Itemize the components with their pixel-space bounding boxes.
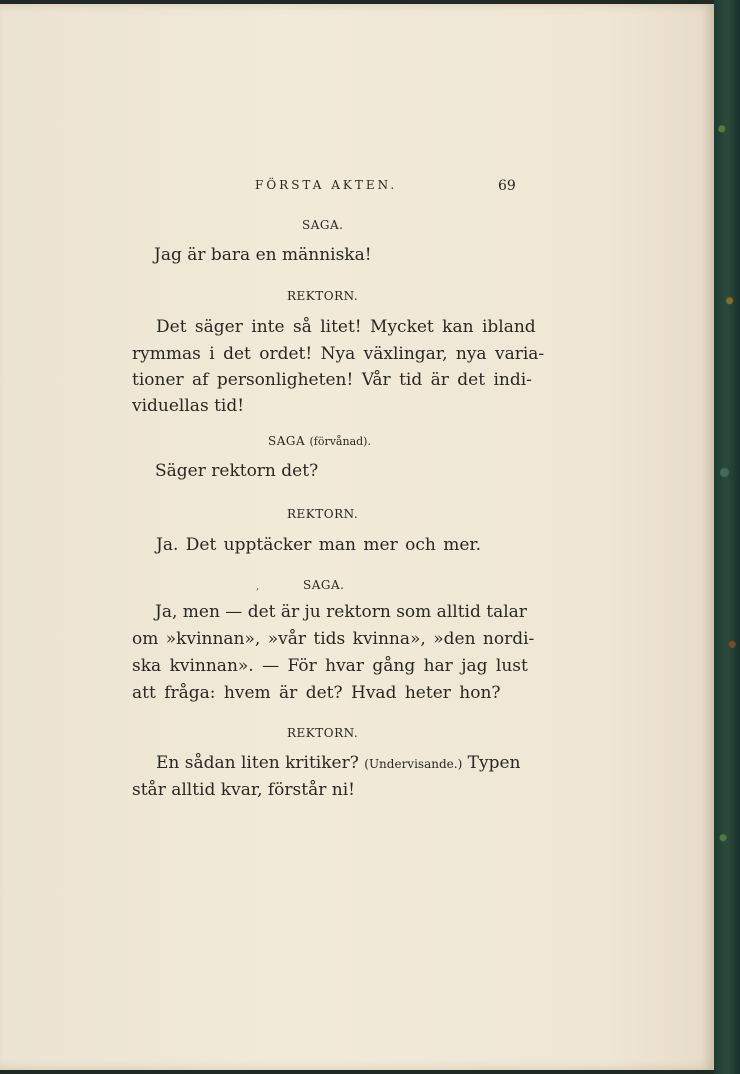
dialogue-line: står alltid kvar, förstår ni! xyxy=(132,780,355,800)
speaker-heading xyxy=(287,507,358,521)
speaker-heading xyxy=(268,434,371,448)
dialogue-line: Ja. Det upptäcker man mer och mer. xyxy=(156,535,482,555)
speaker-heading xyxy=(287,726,358,740)
speaker-name: SAGA xyxy=(268,434,306,448)
stray-ink-mark: , xyxy=(256,581,260,592)
page-sheet xyxy=(0,4,714,1070)
dialogue-line: rymmas i det ordet! Nya växlingar, nya varia- xyxy=(132,344,545,364)
dialogue-line: om »kvinnan», »vår tids kvinna», »den nordi- xyxy=(132,629,535,649)
dialogue-text: En sådan liten kritiker? xyxy=(156,753,359,773)
speaker-name: REKTORN. xyxy=(287,507,359,521)
speaker-name: SAGA. xyxy=(302,218,344,232)
speaker-name: SAGA. xyxy=(303,578,345,592)
dialogue-line: Ja, men — det är ju rektorn som alltid talar xyxy=(155,602,527,622)
dialogue-text: Typen xyxy=(467,753,521,773)
page-number: 69 xyxy=(498,178,516,194)
book-binding-edge xyxy=(714,0,740,1074)
dialogue-line: Det säger inte så litet! Mycket kan ibland xyxy=(156,317,536,337)
stage-direction: (förvånad). xyxy=(309,435,371,448)
speaker-heading xyxy=(303,578,344,592)
speaker-name: REKTORN. xyxy=(287,726,359,740)
dialogue-line: Säger rektorn det? xyxy=(155,461,319,481)
dialogue-line: att fråga: hvem är det? Hvad heter hon? xyxy=(132,683,501,703)
page-content xyxy=(0,4,714,1070)
stage-direction: (Undervisande.) xyxy=(364,757,463,771)
speaker-name: REKTORN. xyxy=(287,289,359,303)
dialogue-line xyxy=(156,753,521,773)
dialogue-line: Jag är bara en människa! xyxy=(154,245,372,265)
dialogue-line: ska kvinnan». — För hvar gång har jag lust xyxy=(132,656,528,676)
dialogue-line: viduellas tid! xyxy=(132,396,245,416)
dialogue-line: tioner af personligheten! Vår tid är det indi- xyxy=(132,370,532,390)
speaker-heading xyxy=(287,289,358,303)
speaker-heading xyxy=(302,218,343,232)
running-title: FÖRSTA AKTEN. xyxy=(255,178,398,192)
